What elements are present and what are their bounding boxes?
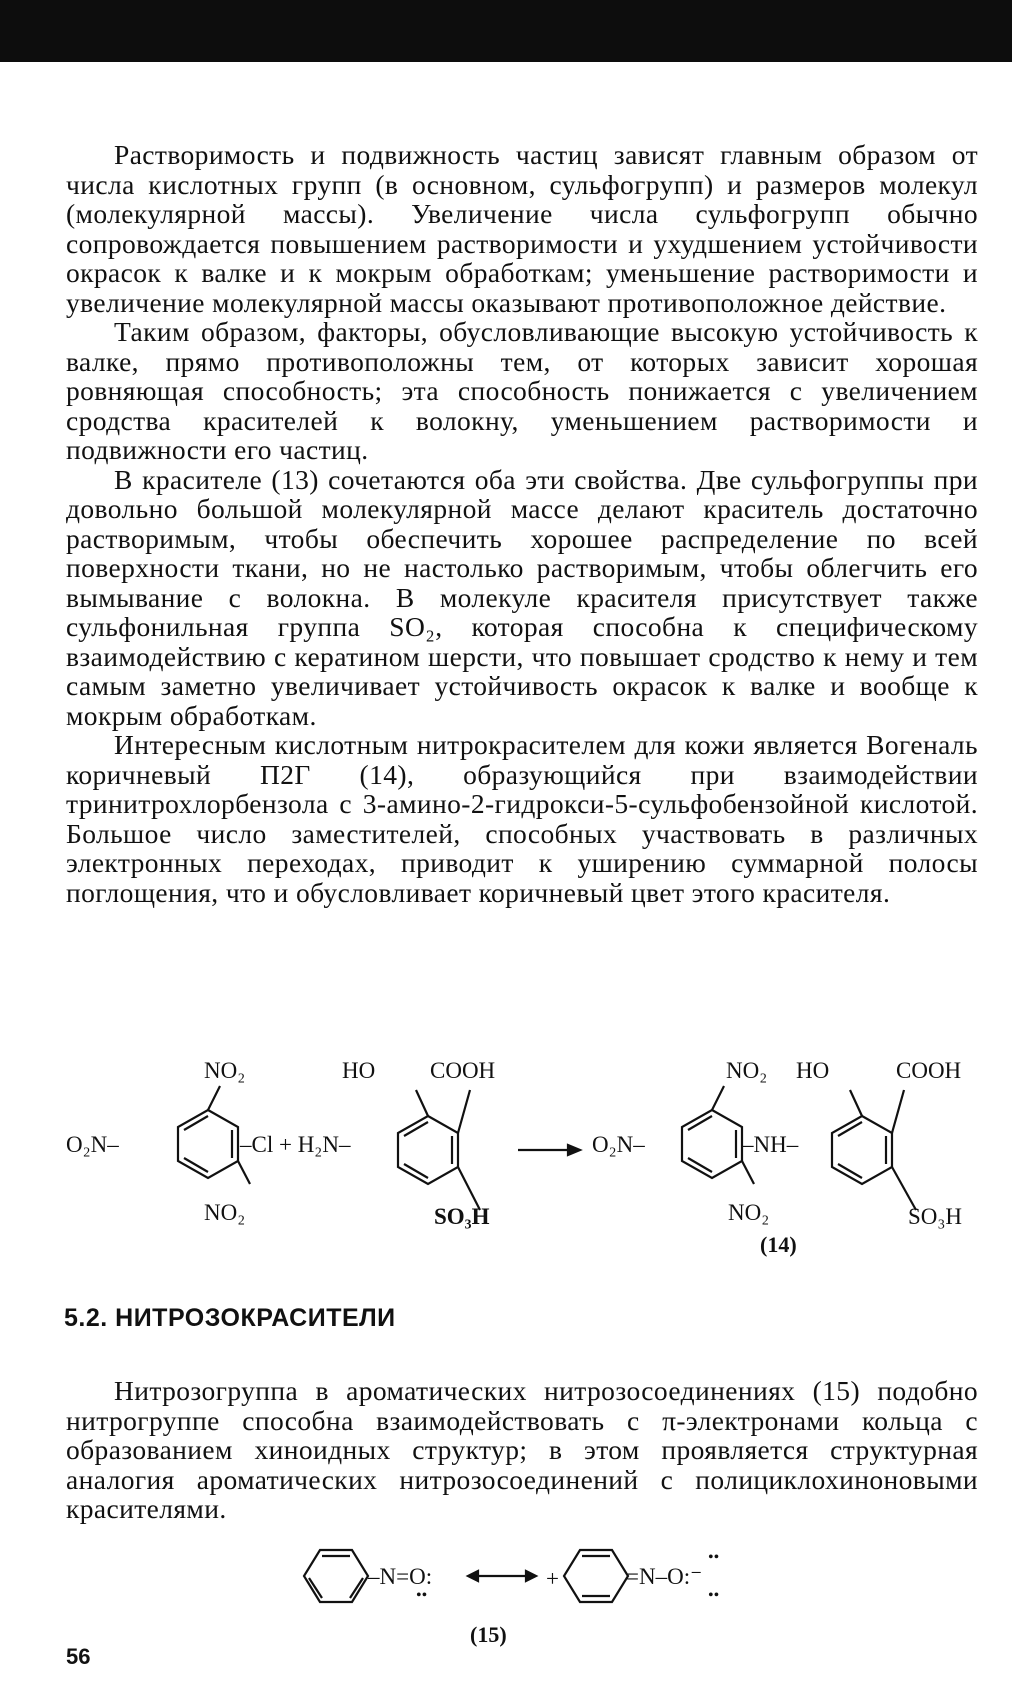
benzene-ring-5 [304,1550,368,1602]
no2-top-right: NO₂ [726,1058,768,1083]
body-text [66,140,978,907]
paragraph-2: Таким образом, факторы, обусловливающие высокую устойчивость к валке, прямо противоположны тем, от которых зависит хорошая ровняющая способность; эта способность понижается с увеличением сродства красителей к волокну, уменьшением растворимости и подвижности его частиц. [66,316,978,465]
ho-left: HO [342,1058,376,1083]
compound-label-15: (15) [470,1622,507,1647]
body-text-2 [66,1376,978,1524]
no2-top-left: NO₂ [204,1058,246,1083]
scheme-15-drawing [280,1540,780,1650]
compound-label-14: (14) [760,1232,797,1257]
cooh-left: COOH [430,1058,496,1083]
page-number: 56 [66,1644,91,1669]
benzene-ring-4 [832,1116,892,1184]
lone-pair-dots-2: •• [708,1587,720,1604]
so3h-left: SO₃H [434,1204,490,1229]
ho-right: HO [796,1058,830,1083]
paragraph-3: В красителе (13) сочетаются оба эти свойства. Две сульфогруппы при довольно большой молекулярной массе делают краситель достаточно растворимым, чтобы обеспечить хорошее распределение по всей поверхности ткани, но не настолько растворимым, чтобы облегчить его вымывание с волокна. В молекуле красителя присутствует также сульфонильная группа SO₂, которая способна к специфическому взаимодействию с кератином шерсти, что повышает сродство к нему и тем самым заметно увеличивает устойчивость окрасок к валке и вообще к мокрым обработкам. [66,463,978,731]
quinoid-ring [564,1550,628,1602]
benzene-ring-1 [178,1110,238,1178]
cl-plus-h2n: –Cl + H₂N– [240,1132,351,1157]
top-black-band [0,0,1012,62]
quinoid-group: =N–O:⁻ [626,1564,703,1589]
o2n-right: O₂N– [592,1132,645,1157]
o2n-left: O₂N– [66,1132,119,1157]
lone-pair-dots-3: •• [708,1549,720,1566]
so3h-right: SO₃H [908,1204,963,1229]
nitroso-group: –N=O: [368,1564,433,1589]
paragraph-5: Нитрозогруппа в ароматических нитрозосоединениях (15) подобно нитрогруппе способна взаимодействовать с π-электронами кольца с образованием хиноидных структур; в этом проявляется структурная аналогия ароматических нитрозосоединений с полициклохиноновыми красителями. [66,1375,978,1524]
lone-pair-dots: •• [416,1587,428,1604]
plus-charge: + [546,1566,559,1591]
reaction-scheme-14 [60,1050,980,1270]
nh-bridge: –NH– [742,1132,799,1157]
resonance-scheme-15 [280,1540,780,1650]
no2-bottom-right: NO₂ [728,1200,770,1225]
benzene-ring-3 [682,1110,742,1178]
no2-bottom-left: NO₂ [204,1200,246,1225]
cooh-right: COOH [896,1058,962,1083]
section-heading: 5.2. НИТРОЗОКРАСИТЕЛИ [64,1304,396,1332]
paragraph-1: Растворимость и подвижность частиц зависят главным образом от числа кислотных групп (в основном, сульфогрупп) и размеров молекул (молекулярной массы). Увеличение числа сульфогрупп обычно сопровождается повышением растворимости и ухудшением устойчивости окрасок к валке и к мокрым обработкам; уменьшение растворимости и увеличение молекулярной массы оказывают противоположное действие. [66,139,978,318]
scheme-14-drawing [60,1050,980,1270]
benzene-ring-2 [398,1116,458,1184]
paragraph-4: Интересным кислотным нитрокрасителем для кожи является Вогеналь коричневый П2Г (14), образующийся при взаимодействии тринитрохлорбензола с 3-амино-2-гидрокси-5-сульфобензойной кислотой. Большое число заместителей, способных участвовать в различных электронных переходах, приводит к уширению суммарной полосы поглощения, что и обусловливает коричневый цвет этого красителя. [66,729,978,908]
